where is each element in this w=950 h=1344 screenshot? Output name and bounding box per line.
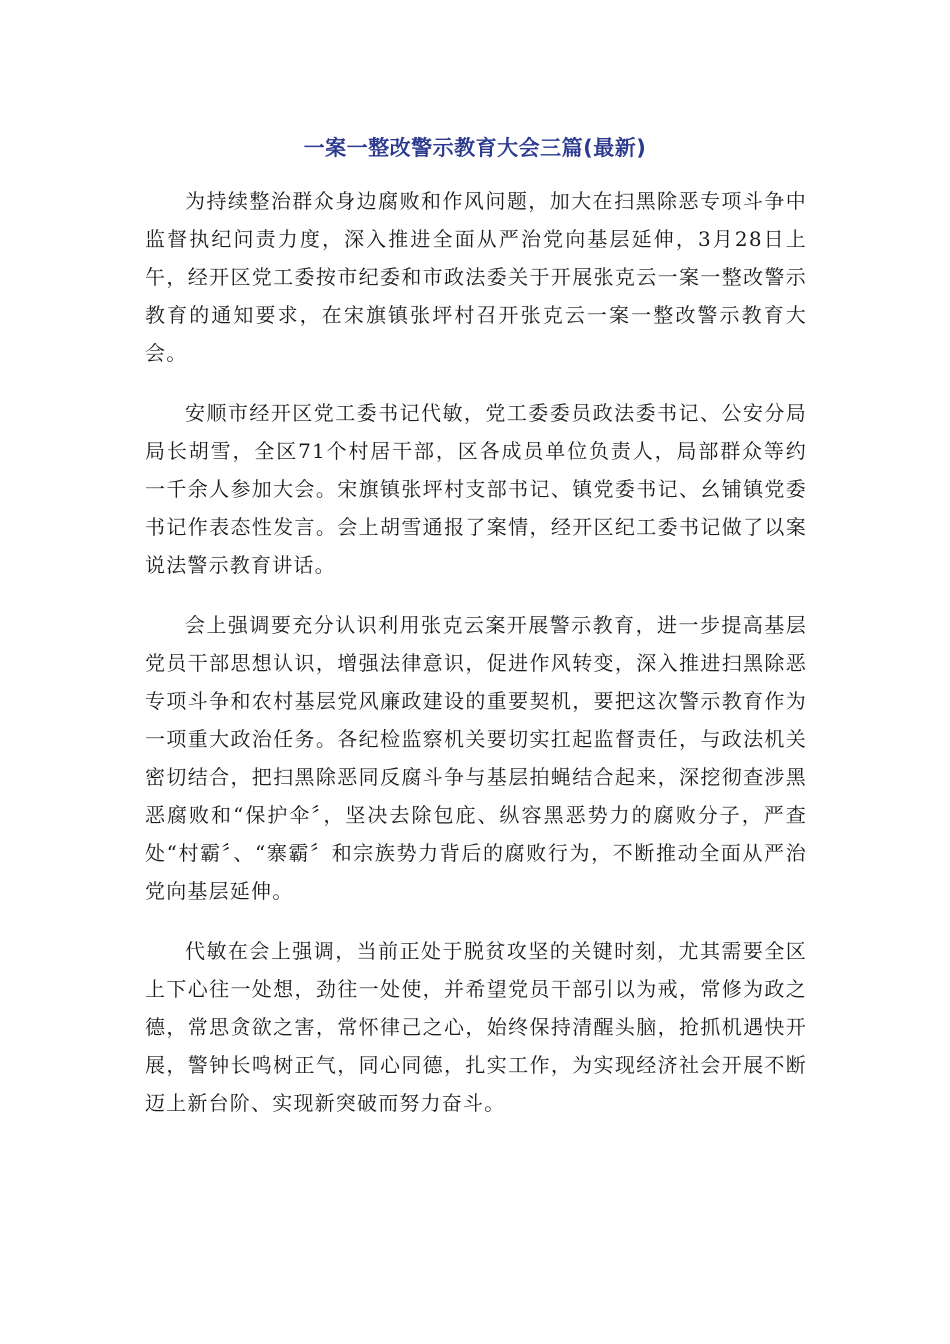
document-body [145, 182, 807, 1144]
paragraph-1: 为持续整治群众身边腐败和作风问题，加大在扫黑除恶专项斗争中监督执纪问责力度，深入推进全面从严治党向基层延伸，3月28日上午，经开区党工委按市纪委和市政法委关于开展张克云一案一整改警示教育的通知要求，在宋旗镇张坪村召开张克云一案一整改警示教育大会。 [145, 189, 807, 365]
paragraph-3: 会上强调要充分认识利用张克云案开展警示教育，进一步提高基层党员干部思想认识，增强法律意识，促进作风转变，深入推进扫黑除恶专项斗争和农村基层党风廉政建设的重要契机，要把这次警示教育作为一项重大政治任务。各纪检监察机关要切实扛起监督责任，与政法机关密切结合，把扫黑除恶同反腐斗争与基层拍蝇结合起来，深挖彻查涉黑恶腐败和“保护伞〞，坚决去除包庇、纵容黑恶势力的腐败分子，严查处“村霸〞、“寨霸〞和宗族势力背后的腐败行为，不断推动全面从严治党向基层延伸。 [145, 613, 807, 903]
paragraph-2: 安顺市经开区党工委书记代敏，党工委委员政法委书记、公安分局局长胡雪，全区71个村居干部，区各成员单位负责人，局部群众等约一千余人参加大会。宋旗镇张坪村支部书记、镇党委书记、幺铺镇党委书记作表态性发言。会上胡雪通报了案情，经开区纪工委书记做了以案说法警示教育讲话。 [145, 401, 807, 577]
document-title: 一案一整改警示教育大会三篇(最新) [303, 136, 647, 160]
paragraph-4: 代敏在会上强调，当前正处于脱贫攻坚的关键时刻，尤其需要全区上下心往一处想，劲往一处使，并希望党员干部引以为戒，常修为政之德，常思贪欲之害，常怀律己之心，始终保持清醒头脑，抢抓机遇快开展，警钟长鸣树正气，同心同德，扎实工作，为实现经济社会开展不断迈上新台阶、实现新突破而努力奋斗。 [145, 939, 807, 1115]
